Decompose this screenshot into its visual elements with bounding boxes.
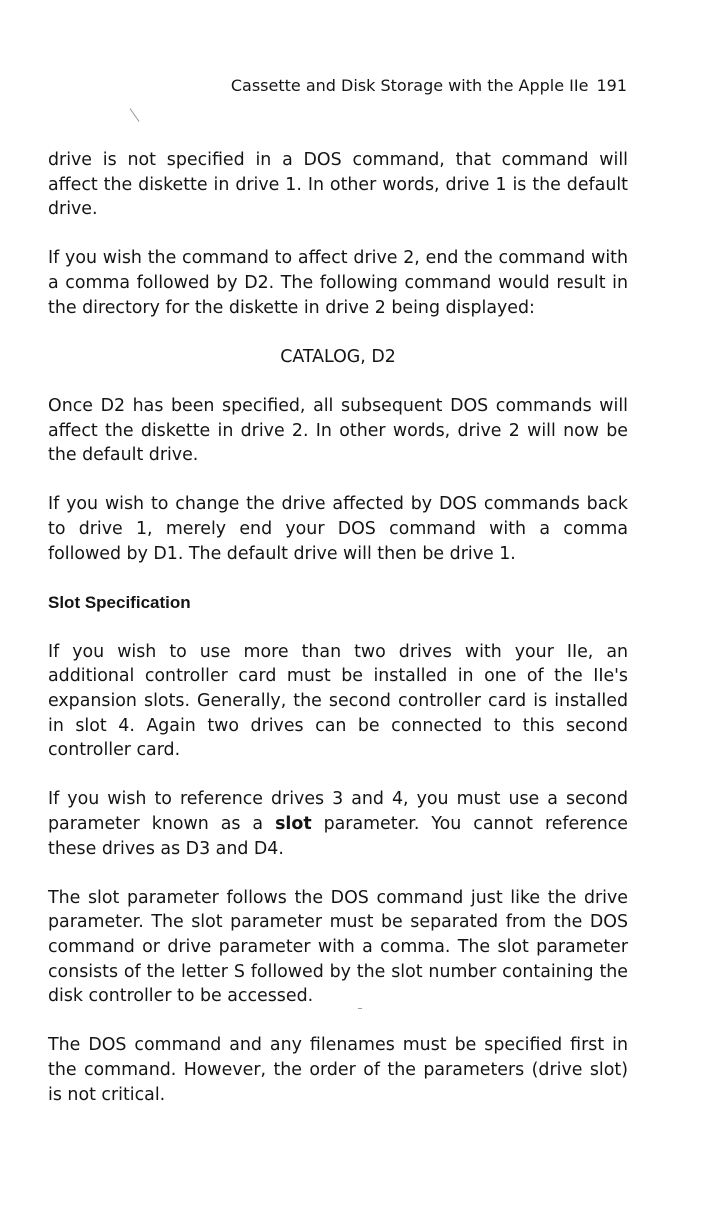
scan-mark [130,108,140,122]
paragraph [48,787,628,861]
body-text [48,148,628,1107]
paragraph-text: If you wish to reference drives 3 and 4, you must use a second parameter known as a [48,789,628,835]
running-title: Cassette and Disk Storage with the Apple IIe [230,76,589,95]
paragraph: If you wish to use more than two drives with your IIe, an additional controller card must be installed in one of the IIe's expansion slots. Generally, the second controller card is installed in slot 4. Again two drives can be connected to this second controller card. [48,641,628,761]
paragraph: If you wish to change the drive affected by DOS commands back to drive 1, merely end your DOS command with a comma followed by D1. The default drive will then be drive 1. [48,494,628,564]
page-number: 191 [596,76,627,95]
paragraph: Once D2 has been specified, all subsequent DOS commands will affect the diskette in drive 2. In other words, drive 2 will now be the default drive. [48,395,628,466]
command-example: CATALOG, D2 [280,346,396,367]
paragraph: The DOS command and any filenames must be specified first in the command. However, the order of the parameters (drive slot) is not critical. [48,1035,628,1105]
bold-term: slot [275,814,312,835]
paragraph: If you wish the command to affect drive 2, end the command with a comma followed by D2. The following command would result in the directory for the diskette in drive 2 being displayed: [48,248,628,318]
paragraph: The slot parameter follows the DOS command just like the drive parameter. The slot parameter must be separated from the DOS command or drive parameter with a comma. The slot parameter consists of the letter S followed by the slot number containing the disk controller to be accessed. [48,887,628,1007]
running-header [231,75,627,97]
section-heading: Slot Specification [48,592,191,612]
paragraph-text: parameter. You cannot reference these drives as D3 and D4. [48,814,628,859]
paragraph: drive is not specified in a DOS command, that command will affect the diskette in drive 1. In other words, drive 1 is the default drive. [48,150,628,220]
